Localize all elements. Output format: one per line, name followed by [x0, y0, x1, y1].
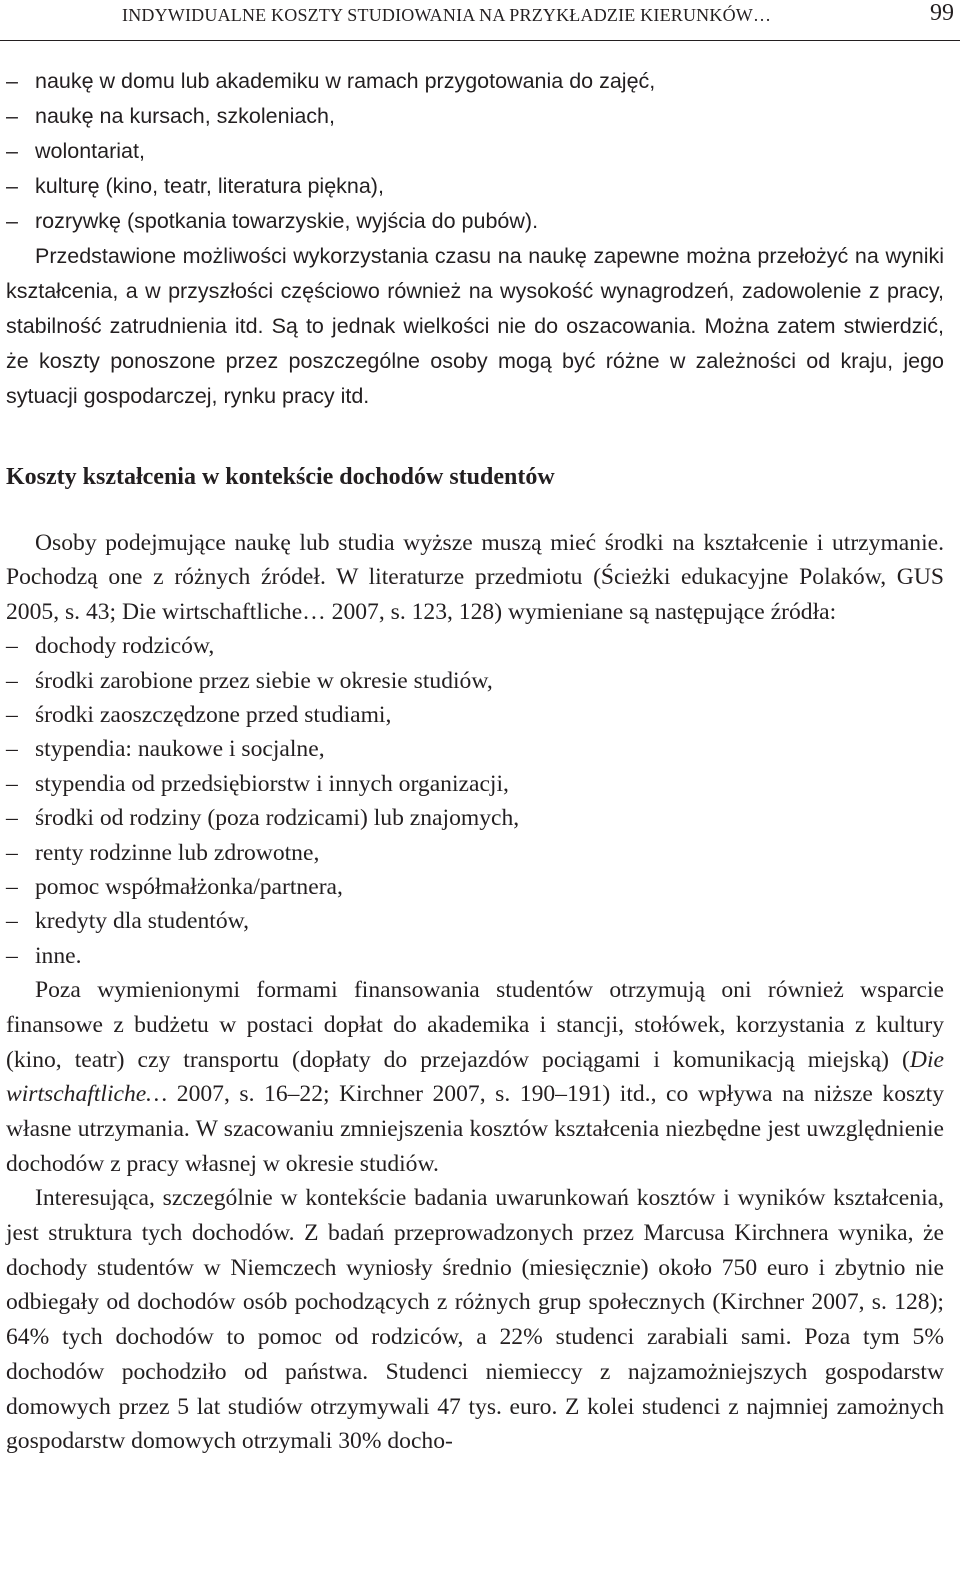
list-item: – naukę na kursach, szkoleniach, — [6, 99, 944, 134]
paragraph — [6, 973, 944, 1181]
paragraph: Interesująca, szczególnie w kontekście badania uwarunkowań kosztów i wyników kształcenia, jest struktura tych dochodów. Z badań przeprowadzonych przez Marcusa Kirchnera wynika, że dochody studentów w Niemczech wyniosły średnio (miesięcznie) około 750 euro i zbytnio nie odbiegały od dochodów osób pochodzących z różnych grup społecznych (Kirchner 2007, s. 128); 64% tych dochodów to pomoc od rodziców, a 22% studenci zarabiali sami. Poza tym 5% dochodów pochodziło od państwa. Studenci niemieccy z najzamożniejszych gospodarstw domowych przez 5 lat studiów otrzymywali 47 tys. euro. Z kolei studenci z najmniej zamożnych gospodarstw domowych otrzymali 30% docho- — [6, 1185, 944, 1455]
page-content — [6, 64, 944, 1459]
citation-italic: Die wirtschaftliche… — [6, 1046, 944, 1108]
list-item: – kulturę (kino, teatr, literatura piękna), — [6, 169, 944, 204]
list-item: – wolontariat, — [6, 134, 944, 169]
paragraph: Osoby podejmujące naukę lub studia wyższe muszą mieć środki na kształcenie i utrzymanie. Pochodzą one z różnych źródeł. W literaturze przedmiotu (Ścieżki edukacyjne Polaków, GUS 2005, s. 43; Die wirtschaftliche… 2007, s. 123, 128) wymieniane są następujące źródła: — [6, 530, 944, 625]
list-item: – środki od rodziny (poza rodzicami) lub znajomych, — [6, 801, 944, 835]
list-item: – dochody rodziców, — [6, 629, 944, 663]
paragraph-text: 2007, s. 16–22; Kirchner 2007, s. 190–191) itd., co wpływa na niższe koszty własne utrzymania. W szacowaniu zmniejszenia kosztów kształcenia niezbędne jest uwzględnienie dochodów z pracy własnej w okresie studiów. — [6, 1081, 944, 1177]
section-heading: Koszty kształcenia w kontekście dochodów studentów — [6, 464, 555, 490]
list-item: – naukę w domu lub akademiku w ramach przygotowania do zajęć, — [6, 64, 944, 99]
activities-list — [6, 64, 944, 239]
list-item: – rozrywkę (spotkania towarzyskie, wyjścia do pubów). — [6, 204, 944, 239]
list-item: – pomoc współmałżonka/partnera, — [6, 870, 944, 904]
list-item: – renty rodzinne lub zdrowotne, — [6, 836, 944, 870]
paragraph-text: Poza wymienionymi formami finansowania studentów otrzymują oni również wsparcie finansowe z budżetu w postaci dopłat do akademika i stancji, stołówek, korzystania z kultury (kino, teatr) czy transportu (dopłaty do przejazdów pociągami i komunikacją miejską) ( — [6, 977, 944, 1073]
funding-sources-list — [6, 629, 944, 973]
page-header — [0, 0, 960, 41]
list-item: – stypendia od przedsiębiorstw i innych organizacji, — [6, 767, 944, 801]
list-item: – inne. — [6, 939, 944, 973]
page-number: 99 — [930, 0, 954, 26]
list-item: – stypendia: naukowe i socjalne, — [6, 732, 944, 766]
paragraph: Przedstawione możliwości wykorzystania czasu na naukę zapewne można przełożyć na wyniki kształcenia, a w przyszłości częściowo również na wysokość wynagrodzeń, zadowolenie z pracy, stabilność zatrudnienia itd. Są to jednak wielkości nie do oszacowania. Można zatem stwierdzić, że koszty ponoszone przez poszczególne osoby mogą być różne w zależności od kraju, jego sytuacji gospodarczej, rynku pracy itd. — [6, 244, 944, 408]
running-head: INDYWIDUALNE KOSZTY STUDIOWANIA NA PRZYKŁADZIE KIERUNKÓW… — [122, 5, 772, 25]
list-item: – kredyty dla studentów, — [6, 904, 944, 938]
list-item: – środki zarobione przez siebie w okresie studiów, — [6, 664, 944, 698]
list-item: – środki zaoszczędzone przed studiami, — [6, 698, 944, 732]
